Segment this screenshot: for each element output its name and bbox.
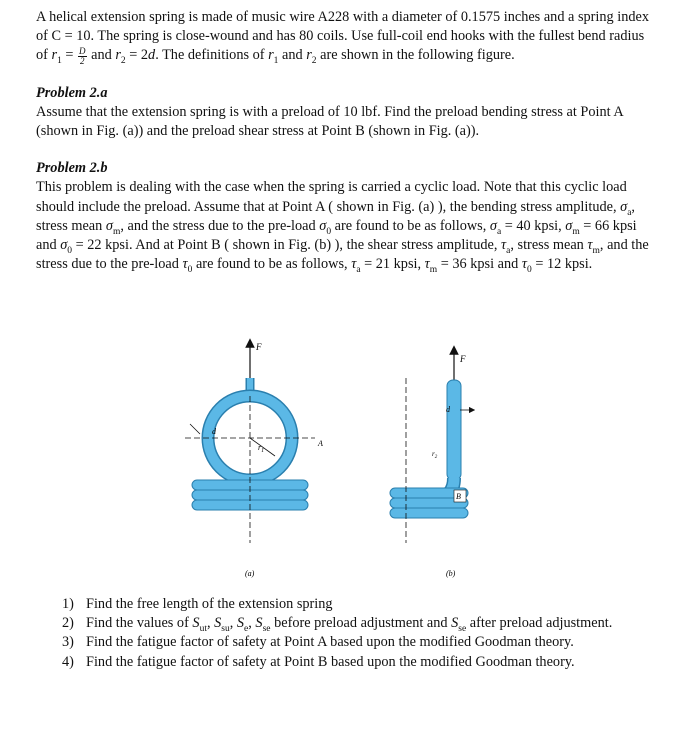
intro-text-3: are shown in the following figure. <box>316 47 515 64</box>
p2b-t1: This problem is dealing with the case when the spring is carried a cyclic load. Note that this cyclic load should include the preload. Assume that at Point A ( shown in Fig. (a) ), the bending stress amplitude, <box>36 179 627 215</box>
intro-text-2: . The definitions of <box>155 47 269 64</box>
p2b-t4: are found to be as follows, <box>331 217 490 234</box>
sub-ut: ut <box>199 624 207 635</box>
p2b-t7: are found to be as follows, <box>192 256 352 273</box>
sym-tau-a: τ <box>501 237 507 254</box>
problem-2b-title: Problem 2.b <box>36 160 108 177</box>
question-2-mid: before preload adjustment and <box>270 615 452 632</box>
val-sigma-a: σ <box>489 217 497 234</box>
label-r1-var: r <box>258 443 262 452</box>
p2b-w2: = 36 kpsi and <box>437 256 522 273</box>
question-3 <box>62 633 642 652</box>
question-2-post: after preload adjustment. <box>466 615 613 632</box>
comma-2: , <box>229 615 237 632</box>
question-1-number: 1) <box>62 596 74 612</box>
sub-w2: m <box>429 265 438 276</box>
question-4-text: Find the fatigue factor of safety at Point B based upon the modified Goodman theory. <box>86 653 575 670</box>
sub-sm: m <box>112 226 121 237</box>
frac-numerator: D <box>79 45 86 56</box>
var-r2: r <box>115 47 121 64</box>
val-tau-0: τ <box>521 256 527 273</box>
label-r1 <box>258 443 264 454</box>
sub-v2: m <box>572 226 580 237</box>
sym-sigma-0: σ <box>319 217 327 234</box>
spring-figure <box>150 338 520 588</box>
question-1-text: Find the free length of the extension spring <box>86 596 333 612</box>
label-d-a: d <box>212 427 216 436</box>
var-ssu: S <box>214 615 222 632</box>
frac-denominator: 2 <box>80 55 85 66</box>
p2b-t5: , stress mean <box>510 237 588 254</box>
dim-d-a-line <box>190 424 200 434</box>
question-2-number: 2) <box>62 615 74 632</box>
var-sut: S <box>192 615 200 632</box>
sym-sigma-a: σ <box>620 198 628 215</box>
sub-su: su <box>221 624 230 635</box>
p2b-w1: = 21 kpsi, <box>360 256 425 273</box>
sub-sa: a <box>627 207 632 218</box>
p2b-v1: = 40 kpsi, <box>501 217 566 234</box>
sub-v3: 0 <box>67 245 73 256</box>
p2b-w3: = 12 kpsi. <box>531 256 593 273</box>
spring-diagram-a <box>185 342 323 578</box>
var-r1: r <box>51 47 58 64</box>
question-1 <box>62 595 642 614</box>
var-r1-b: r <box>268 47 274 64</box>
problem-2a-text: Assume that the extension spring is with a preload of 10 lbf. Find the preload bending stress at Point A (shown in Fig. (a)) and the preload shear stress at Point B (shown in Fig. (a)). <box>36 103 623 140</box>
val-tau-a: τ <box>351 256 357 273</box>
point-b-label: B <box>456 492 461 501</box>
label-d-b: d <box>446 405 450 414</box>
var-se: S <box>236 615 245 632</box>
question-3-number: 3) <box>62 634 74 651</box>
var-sse-2: S <box>451 615 459 632</box>
val-sigma-0: σ <box>60 237 68 254</box>
var-r2-b: r <box>306 47 312 64</box>
question-list <box>62 595 642 672</box>
question-2-pre: Find the values of <box>86 615 193 632</box>
sym-tau-0: τ <box>182 256 188 273</box>
problem-2b-text <box>36 178 651 274</box>
caption-a: (a) <box>245 569 255 578</box>
sub-r2: 2 <box>120 56 126 67</box>
comma-3: , <box>248 615 256 632</box>
var-sse: S <box>255 615 263 632</box>
var-d: d <box>148 47 156 64</box>
sub-r2-b: 2 <box>311 56 317 67</box>
and-text-2: and <box>278 47 307 64</box>
p2b-t6: , and the stress due to the pre-load <box>36 237 649 273</box>
sub-v1: a <box>496 226 502 237</box>
intro-paragraph <box>36 8 651 66</box>
p2b-v2: = 66 kpsi and <box>36 217 637 254</box>
question-2 <box>62 614 642 633</box>
intro-text-1: A helical extension spring is made of music wire A228 with a diameter of 0.1575 inches and a spring index of C = 10. The spring is close-wound and has 80 coils. Use full-coil end hooks with the fullest bend radius of <box>36 9 650 64</box>
question-3-text: Find the fatigue factor of safety at Point A based upon the modified Goodman theory. <box>86 634 574 651</box>
caption-b: (b) <box>446 569 456 578</box>
p2b-t2: , stress mean <box>36 198 635 234</box>
and-text-1: and <box>87 47 116 64</box>
problem-2a-title: Problem 2.a <box>36 84 108 101</box>
sub-t0: 0 <box>187 265 193 276</box>
val-tau-m: τ <box>424 256 430 273</box>
sub-tm: m <box>592 245 600 256</box>
val-sigma-m: σ <box>565 217 573 234</box>
sub-r1-b: 1 <box>273 56 279 67</box>
sub-e: e <box>244 624 249 635</box>
sub-w1: a <box>356 265 361 276</box>
spring-figure-svg <box>150 338 520 588</box>
sym-sigma-m: σ <box>105 217 113 234</box>
fraction-d-over-2 <box>78 47 87 66</box>
coil-b-3 <box>390 508 468 518</box>
document-body <box>36 8 651 274</box>
sub-se-2: se <box>458 624 467 635</box>
sub-s0: 0 <box>326 226 332 237</box>
label-r1-sub: 1 <box>261 448 265 454</box>
p2b-v3: = 22 kpsi. And at Point B ( shown in Fig. (b) ), the shear stress amplitude, <box>72 237 502 254</box>
equals-2: = 2 <box>125 47 149 64</box>
sym-tau-m: τ <box>587 237 593 254</box>
hook-stem-b <box>447 380 461 480</box>
label-r2-var: r <box>432 450 435 458</box>
equals-1: = <box>61 47 78 64</box>
comma-1: , <box>206 615 215 632</box>
force-label-b: F <box>460 354 466 364</box>
spring-diagram-b <box>390 350 472 578</box>
sub-r1: 1 <box>57 56 62 67</box>
label-r2-sub: 2 <box>434 455 438 460</box>
sub-ta: a <box>506 245 511 256</box>
p2b-t3: , and the stress due to the pre-load <box>120 217 320 234</box>
sub-se: se <box>262 624 271 635</box>
point-a-label: A <box>318 439 323 448</box>
force-label-a: F <box>256 342 262 352</box>
question-4-number: 4) <box>62 653 74 670</box>
sub-w3: 0 <box>527 265 532 276</box>
label-r2 <box>432 450 438 460</box>
question-4 <box>62 653 642 672</box>
